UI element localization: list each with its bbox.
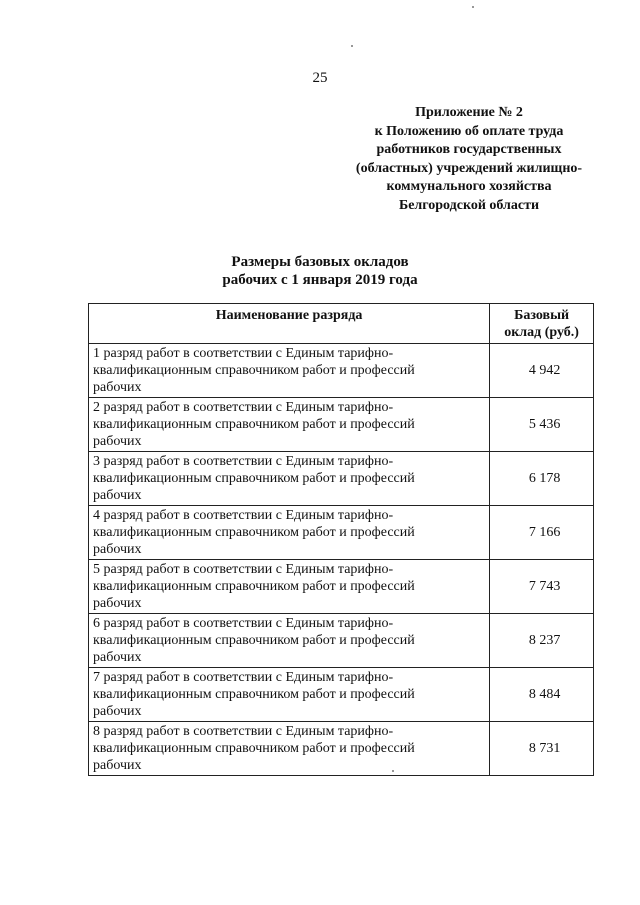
grade-name-cell (89, 722, 490, 776)
table-row (89, 398, 594, 452)
salary-cell: 6 178 (490, 452, 594, 506)
appendix-line: Приложение № 2 (415, 105, 523, 120)
grade-text-line: 8 разряд работ в соответствии с Единым тарифно- (93, 724, 394, 739)
table-row (89, 506, 594, 560)
table-row (89, 560, 594, 614)
page-number: 25 (312, 70, 328, 86)
salary-cell: 7 743 (490, 560, 594, 614)
grade-text-line: квалификационным справочником работ и профессий (93, 471, 415, 486)
grade-text-line: квалификационным справочником работ и профессий (93, 417, 415, 432)
appendix-line: коммунального хозяйства (386, 179, 552, 194)
grade-name-cell (89, 668, 490, 722)
title-line: Размеры базовых окладов (231, 254, 409, 270)
grade-text-line: квалификационным справочником работ и профессий (93, 741, 415, 756)
table-row (89, 344, 594, 398)
table-header-row (89, 304, 594, 344)
appendix-line: к Положению об оплате труда (374, 123, 564, 139)
scan-speck (351, 45, 353, 47)
table-row (89, 452, 594, 506)
grade-text-line: рабочих (93, 380, 142, 395)
appendix-line: (областных) учреждений жилищно- (355, 160, 583, 176)
scan-speck (392, 770, 394, 772)
grade-name-cell (89, 506, 490, 560)
grade-text-line: рабочих (93, 596, 142, 611)
grade-text-line: 6 разряд работ в соответствии с Единым тарифно- (93, 616, 394, 631)
salary-table (88, 303, 594, 776)
grade-text-line: рабочих (93, 434, 142, 449)
header-salary-line: Базовый (514, 308, 570, 323)
salary-cell: 8 731 (490, 722, 594, 776)
header-grade-name-text: Наименование разряда (215, 308, 363, 323)
grade-text-line: квалификационным справочником работ и профессий (93, 363, 415, 378)
grade-text-line: 3 разряд работ в соответствии с Единым тарифно- (93, 454, 394, 469)
document-title (0, 253, 640, 289)
title-line: рабочих с 1 января 2019 года (222, 272, 418, 288)
appendix-header (340, 104, 598, 215)
grade-name-cell (89, 560, 490, 614)
grade-text-line: рабочих (93, 650, 142, 665)
grade-text-line: 7 разряд работ в соответствии с Единым тарифно- (93, 670, 394, 685)
header-grade-name (89, 304, 490, 344)
grade-text-line: 1 разряд работ в соответствии с Единым тарифно- (93, 346, 394, 361)
grade-name-cell (89, 452, 490, 506)
header-salary-line: оклад (руб.) (504, 325, 579, 340)
salary-cell: 7 166 (490, 506, 594, 560)
salary-cell: 8 484 (490, 668, 594, 722)
table-row (89, 614, 594, 668)
grade-text-line: рабочих (93, 542, 142, 557)
salary-cell: 4 942 (490, 344, 594, 398)
grade-text-line: 4 разряд работ в соответствии с Единым тарифно- (93, 508, 394, 523)
grade-name-cell (89, 614, 490, 668)
grade-name-cell (89, 398, 490, 452)
grade-text-line: рабочих (93, 488, 142, 503)
grade-text-line: 2 разряд работ в соответствии с Единым тарифно- (93, 400, 394, 415)
grade-name-cell (89, 344, 490, 398)
grade-text-line: квалификационным справочником работ и профессий (93, 525, 415, 540)
appendix-line: работников государственных (376, 142, 562, 157)
header-base-salary (490, 304, 594, 344)
table-row (89, 722, 594, 776)
salary-cell: 8 237 (490, 614, 594, 668)
grade-text-line: квалификационным справочником работ и профессий (93, 633, 415, 648)
grade-text-line: квалификационным справочником работ и профессий (93, 687, 415, 702)
appendix-line: Белгородской области (398, 197, 540, 213)
salary-cell: 5 436 (490, 398, 594, 452)
grade-text-line: рабочих (93, 758, 142, 773)
scan-speck (472, 6, 474, 8)
grade-text-line: рабочих (93, 704, 142, 719)
grade-text-line: 5 разряд работ в соответствии с Единым тарифно- (93, 562, 394, 577)
table-row (89, 668, 594, 722)
grade-text-line: квалификационным справочником работ и профессий (93, 579, 415, 594)
